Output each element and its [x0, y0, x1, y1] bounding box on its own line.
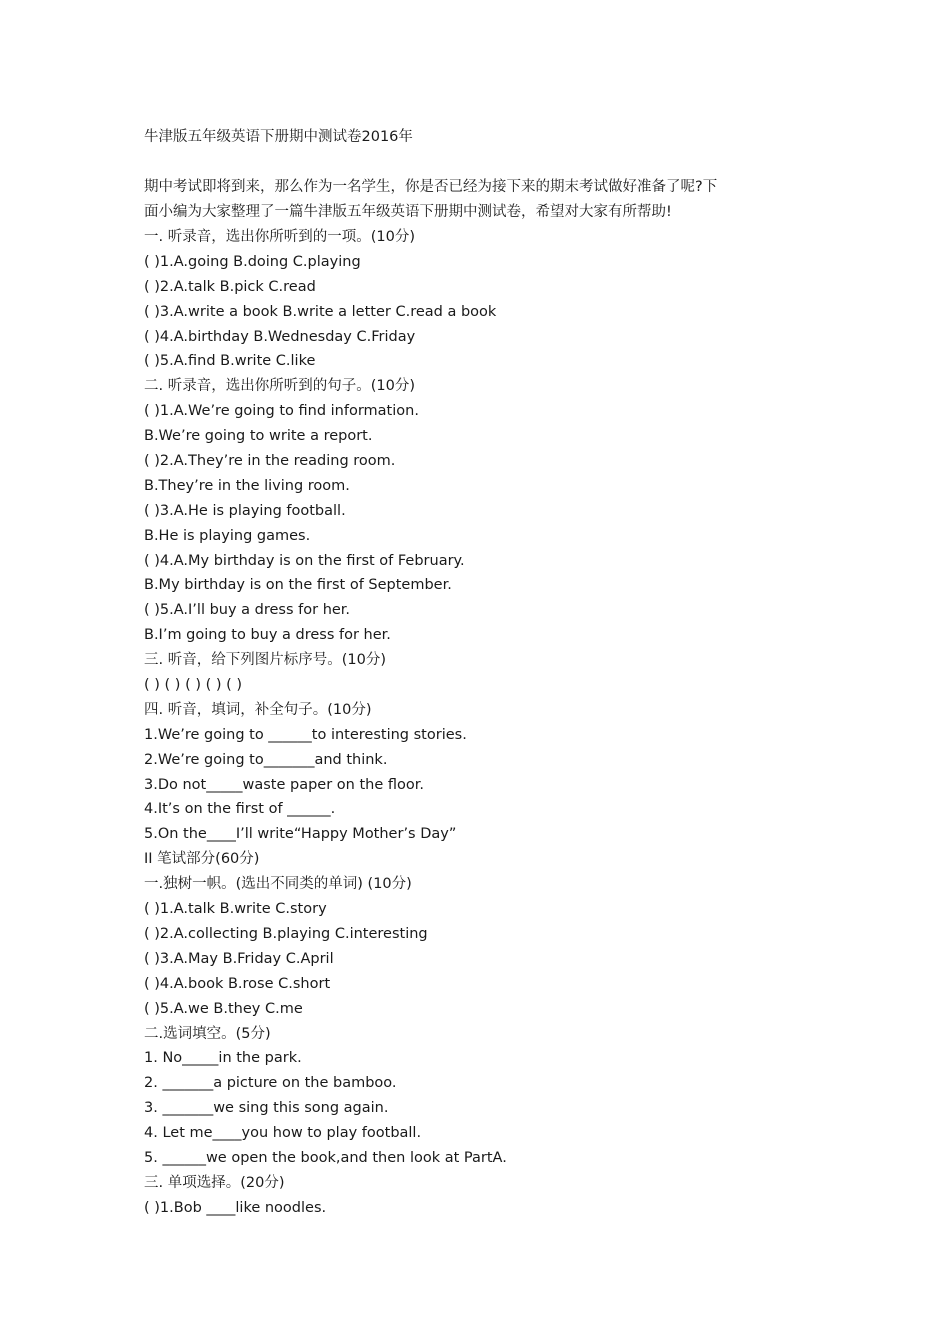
intro-line: 面小编为大家整理了一篇牛津版五年级英语下册期中测试卷，希望对大家有所帮助! — [144, 204, 672, 220]
question-line: ( )2.A.collecting B.playing C.interesting — [144, 925, 428, 942]
section-heading: 一.独树一帜。(选出不同类的单词) (10分) — [144, 876, 412, 893]
intro-line: 期中考试即将到来，那么作为一名学生，你是否已经为接下来的期末考试做好准备了呢?下 — [144, 179, 718, 195]
document-title: 牛津版五年级英语下册期中测试卷2016年 — [144, 129, 413, 145]
section-heading: 三. 单项选择。(20分) — [144, 1174, 285, 1191]
question-line: ( )3.A.write a book B.write a letter C.read a book — [144, 303, 497, 320]
question-line: 5. ______we open the book,and then look at PartA. — [144, 1149, 507, 1166]
option-line: B.My birthday is on the first of September. — [144, 577, 452, 594]
part-heading: II 笔试部分(60分) — [144, 851, 260, 868]
question-line: ( )5.A.I’ll buy a dress for her. — [144, 602, 351, 619]
question-line: 4.It’s on the first of ______. — [144, 801, 336, 818]
question-line: ( )2.A.They’re in the reading room. — [144, 453, 396, 470]
question-line: ( )4.A.birthday B.Wednesday C.Friday — [144, 328, 416, 345]
section-heading: 二.选词填空。(5分) — [144, 1025, 271, 1042]
question-line: 5.On the____I’ll write“Happy Mother’s Day” — [144, 826, 457, 843]
option-line: B.I’m going to buy a dress for her. — [144, 627, 391, 644]
intro-paragraph — [144, 175, 814, 225]
question-line: ( )3.A.May B.Friday C.April — [144, 950, 334, 967]
question-line: 3.Do not_____waste paper on the floor. — [144, 776, 424, 793]
section-heading: 一. 听录音，选出你所听到的一项。(10分) — [144, 229, 415, 245]
question-line: ( )1.A.talk B.write C.story — [144, 901, 327, 918]
question-line: ( )5.A.find B.write C.like — [144, 353, 316, 370]
answer-brackets: ( ) ( ) ( ) ( ) ( ) — [144, 677, 243, 694]
question-line: 2. _______a picture on the bamboo. — [144, 1075, 397, 1092]
question-line: 3. _______we sing this song again. — [144, 1100, 389, 1117]
section-heading: 二. 听录音，选出你所听到的句子。(10分) — [144, 378, 415, 395]
option-line: B.They’re in the living room. — [144, 477, 350, 494]
question-line: ( )5.A.we B.they C.me — [144, 1000, 303, 1017]
question-line: ( )1.Bob ____like noodles. — [144, 1199, 327, 1216]
exam-content — [144, 225, 824, 1221]
question-line: 2.We’re going to_______and think. — [144, 751, 388, 768]
question-line: ( )4.A.book B.rose C.short — [144, 975, 331, 992]
question-line: ( )1.A.We’re going to find information. — [144, 403, 419, 420]
question-line: 4. Let me____you how to play football. — [144, 1125, 422, 1142]
question-line: 1.We’re going to ______to interesting stories. — [144, 726, 467, 743]
section-heading: 四. 听音，填词，补全句子。(10分) — [144, 701, 372, 718]
question-line: 1. No_____in the park. — [144, 1050, 302, 1067]
option-line: B.We’re going to write a report. — [144, 428, 373, 445]
option-line: B.He is playing games. — [144, 527, 311, 544]
question-line: ( )4.A.My birthday is on the first of February. — [144, 552, 465, 569]
question-line: ( )3.A.He is playing football. — [144, 502, 346, 519]
question-line: ( )1.A.going B.doing C.playing — [144, 253, 361, 270]
question-line: ( )2.A.talk B.pick C.read — [144, 278, 316, 295]
section-heading: 三. 听音，给下列图片标序号。(10分) — [144, 652, 386, 669]
